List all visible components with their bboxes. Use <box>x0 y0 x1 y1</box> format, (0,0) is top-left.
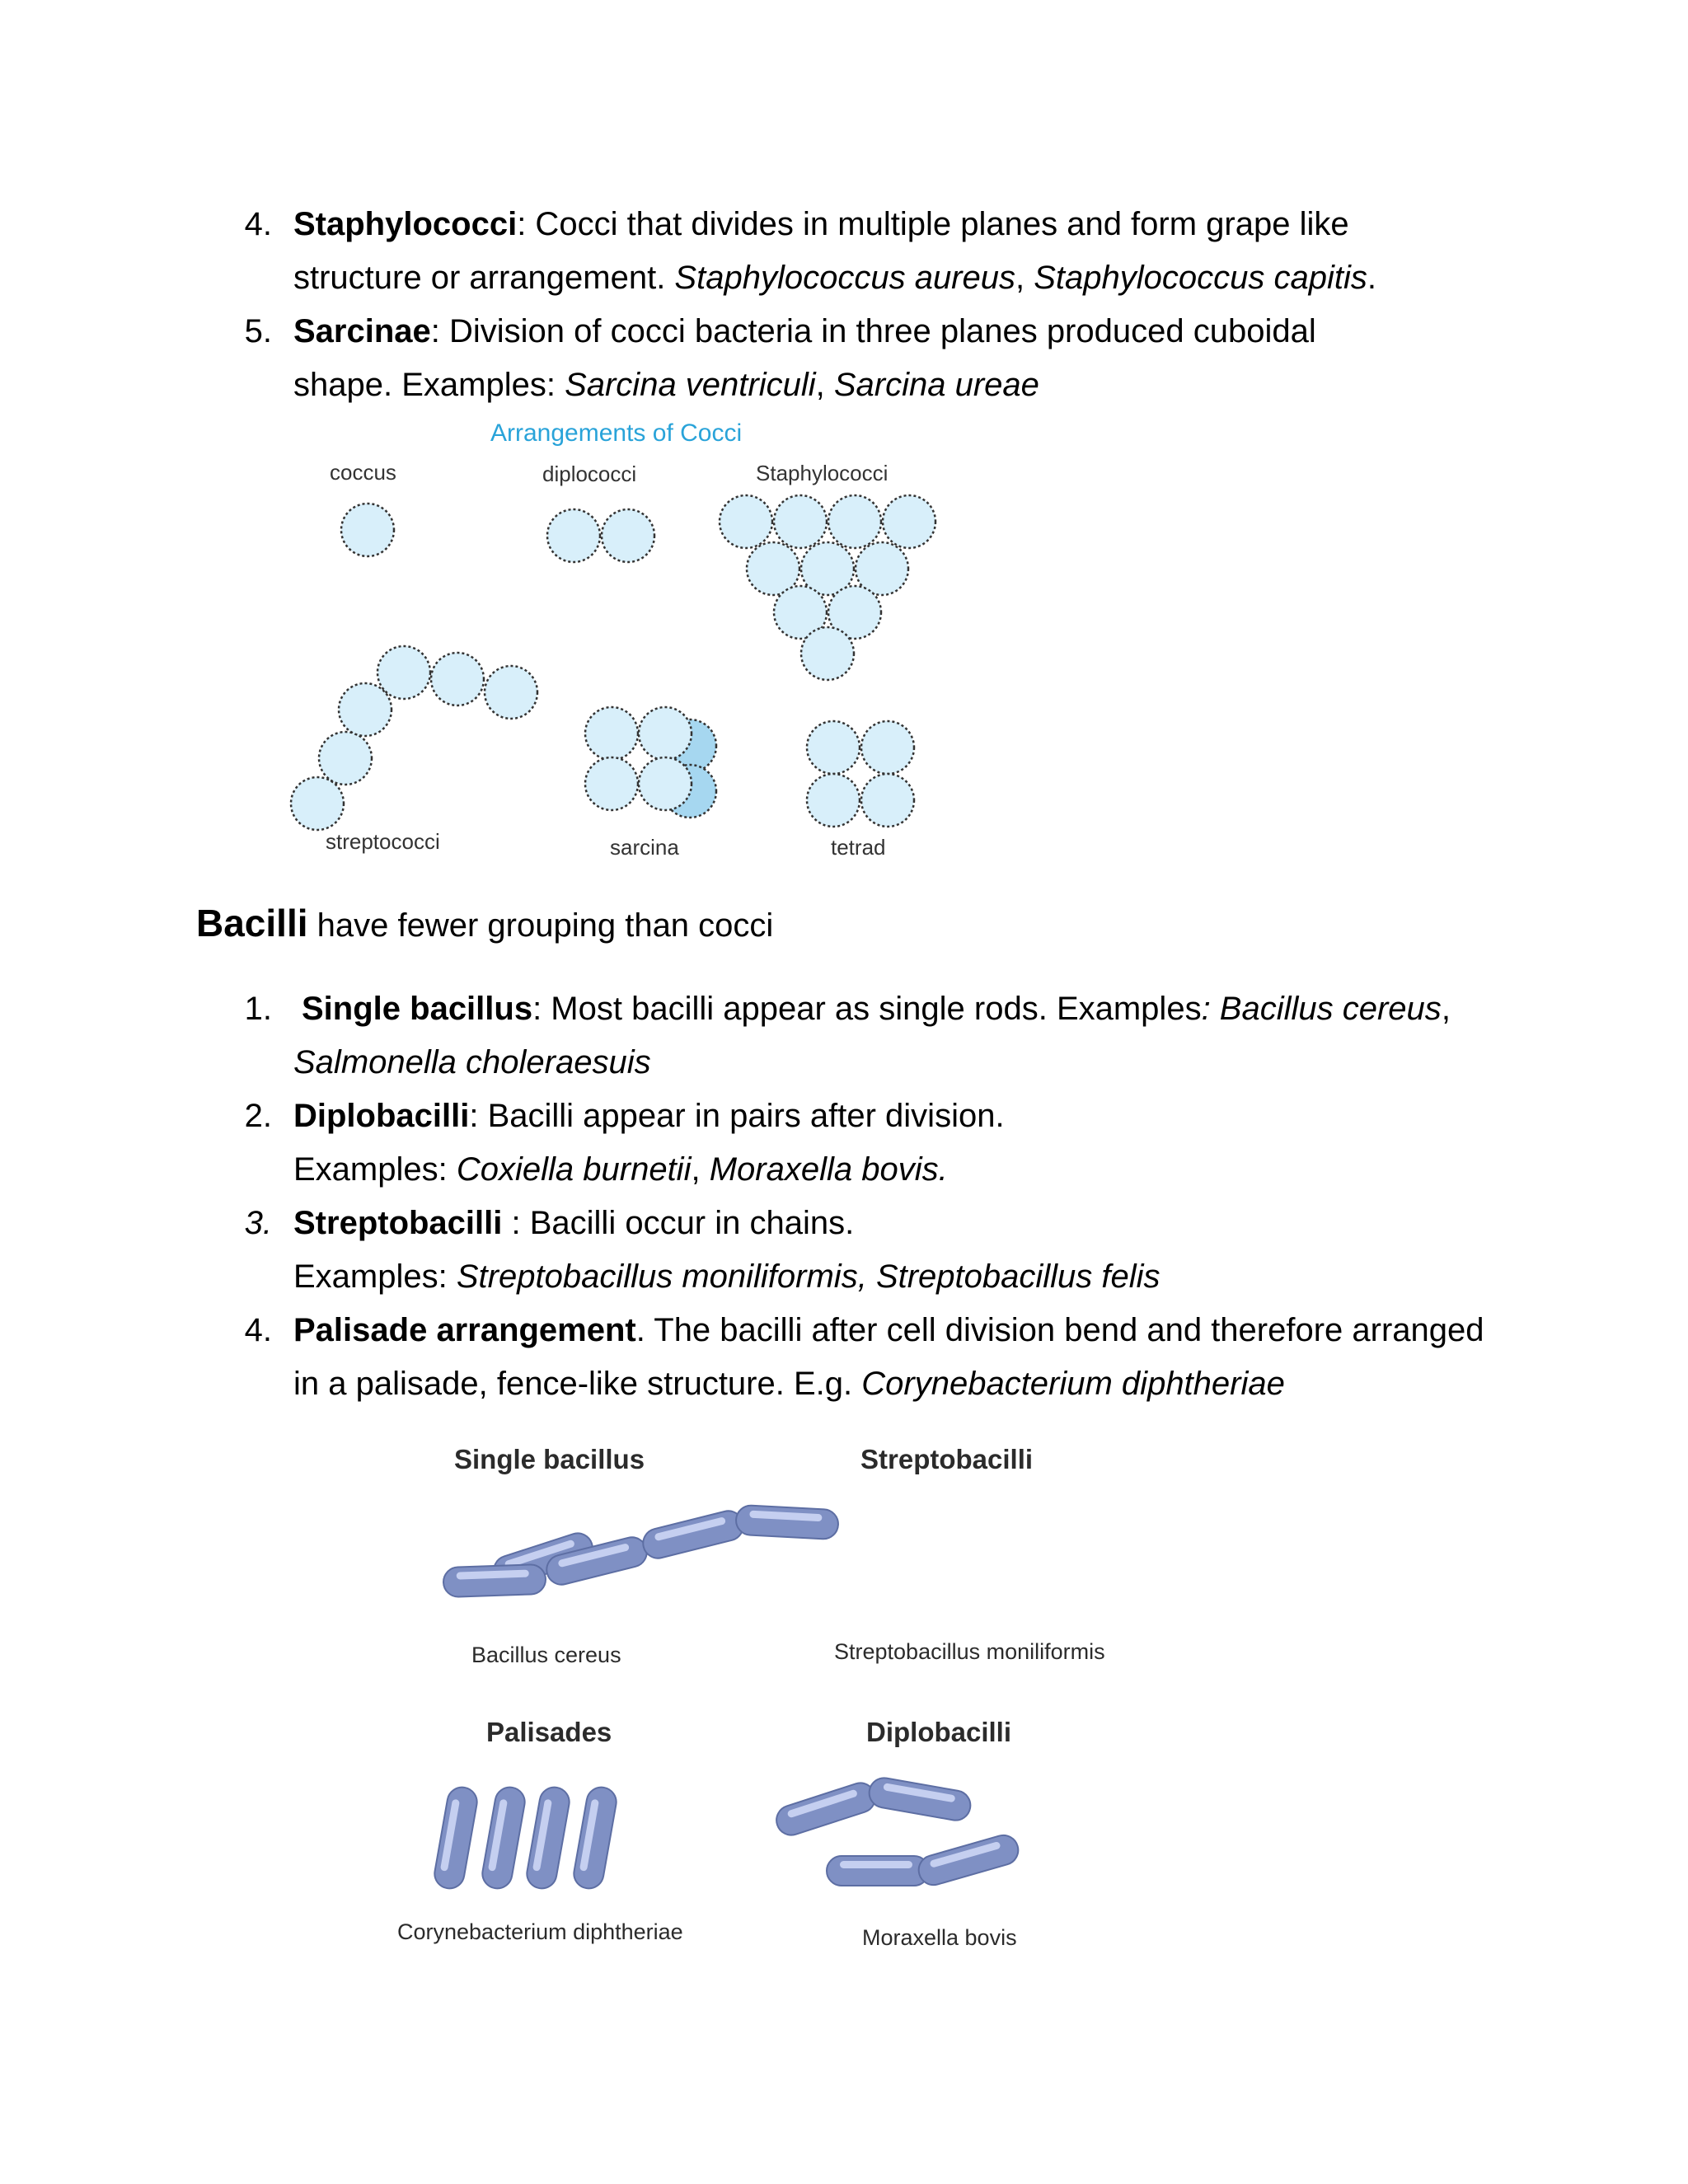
example-species: Corynebacterium diphtheriae <box>861 1366 1285 1402</box>
example-species: Salmonella choleraesuis <box>293 1044 651 1080</box>
coccus-cell <box>341 504 394 556</box>
example-species: Sarcina ventriculi <box>565 367 816 403</box>
description: in a palisade, fence-like structure. E.g. <box>293 1366 862 1402</box>
separator: , <box>691 1151 710 1188</box>
colon: : <box>1201 991 1220 1027</box>
list-item-sarcinae <box>0 305 1688 412</box>
label-coccus: coccus <box>330 460 396 485</box>
label-streptococci: streptococci <box>326 829 440 854</box>
list-item-staphylococci <box>0 198 1688 305</box>
sarcina-cells <box>585 707 716 818</box>
list-number: 3. <box>244 1205 272 1241</box>
list-item-streptobacilli <box>0 1197 1688 1304</box>
heading-streptobacilli: Streptobacilli <box>860 1444 1034 1474</box>
heading-palisades: Palisades <box>486 1717 612 1747</box>
cocci-arrangement-figure <box>272 412 981 874</box>
period: . <box>938 1151 948 1188</box>
term-staphylococci: Staphylococci <box>293 206 518 242</box>
term-palisade-arrangement: Palisade arrangement <box>293 1312 636 1348</box>
list-item-palisade <box>0 1304 1688 1411</box>
example-moraxella-bovis: Moraxella bovis <box>862 1925 1017 1950</box>
period: . <box>1367 260 1377 296</box>
example-species: Streptobacillus moniliformis <box>456 1258 858 1295</box>
description: . The bacilli after cell division bend and therefore arranged <box>635 1312 1484 1348</box>
example-streptobacillus-moniliformis: Streptobacillus moniliformis <box>834 1639 1105 1664</box>
heading-single-bacillus: Single bacillus <box>454 1444 645 1474</box>
heading-diplobacilli: Diplobacilli <box>866 1717 1012 1747</box>
separator: , <box>857 1258 876 1295</box>
term-sarcinae: Sarcinae <box>293 313 431 349</box>
heading-term: Bacilli <box>196 902 308 944</box>
example-corynebacterium-diphtheriae: Corynebacterium diphtheriae <box>397 1919 683 1944</box>
example-species: Moraxella bovis <box>709 1151 939 1188</box>
separator: , <box>1015 260 1034 296</box>
term-single-bacillus: Single bacillus <box>302 991 533 1027</box>
list-item-diplobacilli <box>0 1090 1688 1197</box>
example-species: Staphylococcus capitis <box>1034 260 1367 296</box>
label-diplococci: diplococci <box>542 462 637 486</box>
example-species: Streptobacillus felis <box>875 1258 1160 1295</box>
label-tetrad: tetrad <box>831 835 886 860</box>
term-streptobacilli: Streptobacilli <box>293 1205 503 1241</box>
description: : Division of cocci bacteria in three planes produced cuboidal <box>430 313 1316 349</box>
term-diplobacilli: Diplobacilli <box>293 1098 470 1134</box>
heading-text: have fewer grouping than cocci <box>307 907 774 944</box>
description: structure or arrangement. <box>293 260 675 296</box>
separator: , <box>815 367 834 403</box>
streptobacilli-chain <box>443 1505 838 1597</box>
bacilli-arrangement-figure <box>379 1426 1170 1970</box>
example-species: Coxiella burnetii <box>456 1151 692 1188</box>
description: : Bacilli occur in chains. <box>502 1205 855 1241</box>
diplobacilli-rods <box>772 1776 1021 1889</box>
example-species: Bacillus cereus <box>1219 991 1442 1027</box>
list-number: 4. <box>244 206 272 242</box>
figure-title: Arrangements of Cocci <box>490 419 743 447</box>
palisade-rods <box>433 1785 619 1891</box>
example-species: Sarcina ureae <box>833 367 1039 403</box>
separator: , <box>1441 991 1451 1027</box>
bacilli-heading <box>196 898 773 950</box>
list-number: 1. <box>244 991 272 1027</box>
example-species: Staphylococcus aureus <box>674 260 1015 296</box>
label-sarcina: sarcina <box>610 835 679 860</box>
list-number: 4. <box>244 1312 272 1348</box>
description: : Cocci that divides in multiple planes and form grape like <box>517 206 1349 242</box>
tetrad-cells <box>807 721 914 827</box>
list-number: 5. <box>244 313 272 349</box>
example-bacillus-cereus: Bacillus cereus <box>471 1643 621 1667</box>
staphylococci-cells <box>720 495 935 680</box>
description: shape. Examples: <box>293 367 565 403</box>
list-number: 2. <box>244 1098 272 1134</box>
streptococci-cells <box>291 646 537 830</box>
description: : Bacilli appear in pairs after division. <box>469 1098 1005 1134</box>
list-item-single-bacillus <box>0 982 1688 1090</box>
description: Examples: <box>293 1151 457 1188</box>
description: Examples: <box>293 1258 457 1295</box>
label-staphylococci: Staphylococci <box>756 461 889 485</box>
description: : Most bacilli appear as single rods. Examples <box>532 991 1202 1027</box>
diplococci-cells <box>547 509 654 562</box>
